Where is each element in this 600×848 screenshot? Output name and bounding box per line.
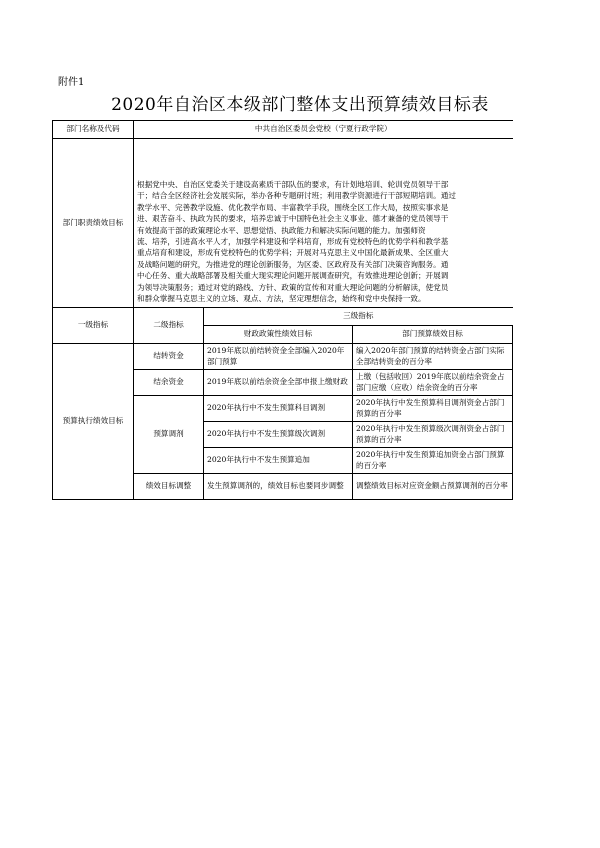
dept-budget-cell: 2020年执行中发生预算科目调剂资金占部门预算的百分率 [353,396,513,422]
duty-text [134,139,513,308]
dept-budget-cell: 调整绩效目标对应资金额占预算调剂的百分率 [353,474,513,500]
dept-budget-cell: 2020年执行中发生预算追加资金占部门预算的百分率 [353,448,513,474]
page-title: 2020年自治区本级部门整体支出预算绩效目标表 [111,95,489,115]
duty-line: 进、艰苦奋斗、执政为民的要求，培养忠诚于中国特色社会主义事业、德才兼备的党员领导干 [137,214,449,224]
duty-line: 为领导决策服务；通过对党的路线、方针、政策的宣传和对重大理论问题的分析解读，使党员 [137,282,449,292]
annex-label: 附件1 [58,77,85,88]
duty-row [53,139,513,308]
duty-line: 流、培养，引进高水平人才，加强学科建设和学科培育，形成有党校特色的优势学科和教学基 [137,236,449,246]
duty-line: 及战略问题的研究，为推进党的理论创新服务，为区委、区政府及有关部门决策咨询服务。通 [137,259,449,269]
duty-line: 中心任务、重大战略部署及相关重大现实理论问题开展调查研究，有效推进理论创新；开展调 [137,271,449,281]
duty-line: 和群众掌握马克思主义的立场、观点、方法，坚定理想信念，始终和党中央保持一致。 [137,293,426,303]
level2-cell: 预算调剂 [134,396,204,474]
fiscal-cell: 发生预算调剂的，绩效目标也要同步调整 [204,474,353,500]
level2-header: 二级指标 [134,308,204,344]
level2-cell: 结转资金 [134,344,204,370]
duty-line: 教学水平、完善教学设施、优化教学布局、丰富教学手段，围绕全区工作大局，按照实事求是 [137,202,449,212]
level2-cell: 结余资金 [134,370,204,396]
header-row-1 [53,308,513,326]
fiscal-cell: 2020年执行中不发生预算科目调剂 [204,396,353,422]
dept-name-label: 部门名称及代码 [53,121,134,139]
fiscal-cell: 2020年执行中不发生预算追加 [204,448,353,474]
performance-target-table [52,120,513,500]
dept-name-value: 中共自治区委员会党校（宁夏行政学院） [134,121,513,139]
dept-budget-cell: 2020年执行中发生预算级次调剂资金占部门预算的百分率 [353,422,513,448]
level3-header: 三级指标 [204,308,513,326]
duty-line: 根据党中央、自治区党委关于建设高素质干部队伍的要求，有计划地培训、轮训党员领导干部 [137,180,449,189]
duty-line: 重点培育和建设，形成有党校特色的优势学科；开展对马克思主义中国化最新成果、全区重大 [137,248,449,258]
fiscal-cell: 2019年底以前结转资金全部编入2020年部门预算 [204,344,353,370]
fiscal-cell: 2019年底以前结余资金全部申报上缴财政 [204,370,353,396]
duty-line: 干；结合全区经济社会发展实际，举办各种专题研讨班；利用教学资源进行干部短期培训。通过 [137,191,456,201]
dept-budget-cell: 编入2020年部门预算的结转资金占部门实际全部结转资金的百分率 [353,344,513,370]
dept-name-row [53,121,513,139]
level1-header: 一级指标 [53,308,134,344]
duty-label: 部门职责绩效目标 [53,139,134,308]
level1-cell: 预算执行绩效目标 [53,344,134,500]
duty-line: 有效提高干部的政策理论水平、思想觉悟、执政能力和解决实际问题的能力。加强师资 [137,225,426,235]
table-row [53,344,513,370]
level2-cell: 绩效目标调整 [134,474,204,500]
dept-budget-header: 部门预算绩效目标 [353,326,513,344]
fiscal-header: 财政政策性绩效目标 [204,326,353,344]
fiscal-cell: 2020年执行中不发生预算级次调剂 [204,422,353,448]
dept-budget-cell: 上缴（包括收回）2019年底以前结余资金占部门应缴（应收）结余资金的百分率 [353,370,513,396]
